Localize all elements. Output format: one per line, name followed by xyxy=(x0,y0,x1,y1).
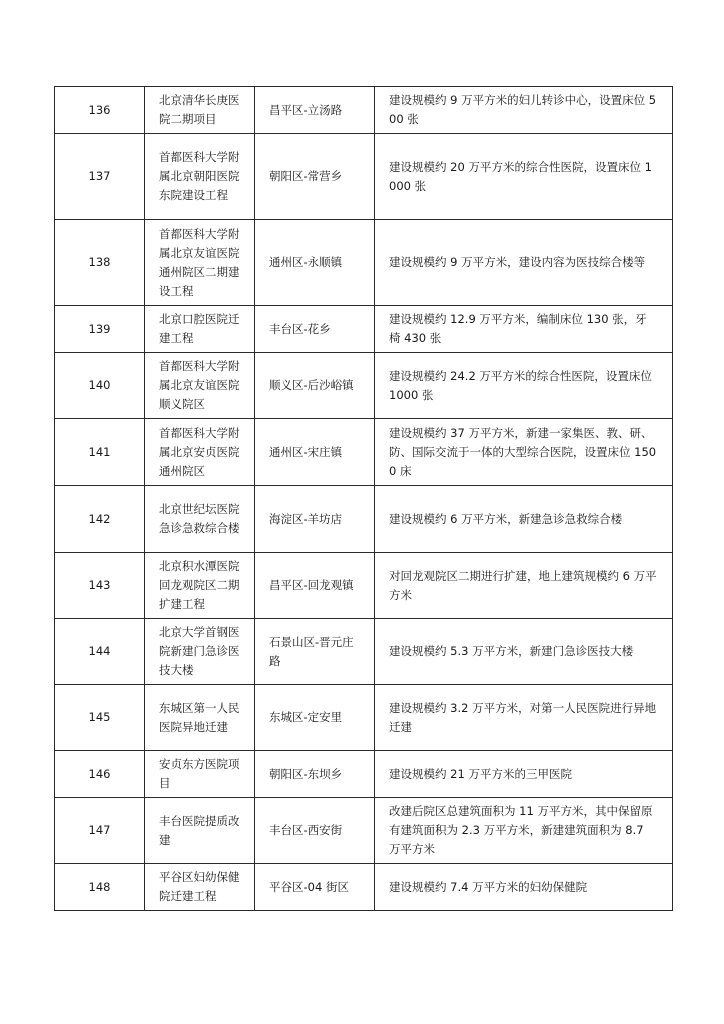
table-body xyxy=(55,87,673,911)
project-name: 北京世纪坛医院急诊急救综合楼 xyxy=(145,486,255,553)
project-description: 建设规模约 6 万平方米，新建急诊急救综合楼 xyxy=(375,486,673,553)
document-page xyxy=(54,86,672,911)
table-row xyxy=(55,306,673,353)
row-number: 137 xyxy=(55,134,145,220)
project-location: 海淀区-羊坊店 xyxy=(255,486,375,553)
row-number: 147 xyxy=(55,798,145,864)
project-description: 建设规模约 12.9 万平方米，编制床位 130 张，牙椅 430 张 xyxy=(375,306,673,353)
row-number: 142 xyxy=(55,486,145,553)
project-location: 通州区-宋庄镇 xyxy=(255,419,375,486)
project-description: 建设规模约 37 万平方米，新建一家集医、教、研、防、国际交流于一体的大型综合医院，设置床位 1500 床 xyxy=(375,419,673,486)
project-name: 北京口腔医院迁建工程 xyxy=(145,306,255,353)
project-name: 东城区第一人民医院异地迁建 xyxy=(145,685,255,751)
project-name: 丰台医院提质改建 xyxy=(145,798,255,864)
project-location: 朝阳区-常营乡 xyxy=(255,134,375,220)
row-number: 146 xyxy=(55,751,145,798)
project-description: 对回龙观院区二期进行扩建，地上建筑规模约 6 万平方米 xyxy=(375,553,673,619)
projects-table xyxy=(54,86,673,911)
project-location: 丰台区-西安街 xyxy=(255,798,375,864)
project-location: 通州区-永顺镇 xyxy=(255,220,375,306)
project-name: 北京积水潭医院回龙观院区二期扩建工程 xyxy=(145,553,255,619)
project-description: 建设规模约 24.2 万平方米的综合性医院，设置床位 1000 张 xyxy=(375,353,673,419)
project-name: 北京大学首钢医院新建门急诊医技大楼 xyxy=(145,619,255,685)
table-row xyxy=(55,751,673,798)
project-location: 昌平区-立汤路 xyxy=(255,87,375,134)
project-name: 安贞东方医院项目 xyxy=(145,751,255,798)
project-location: 石景山区-晋元庄路 xyxy=(255,619,375,685)
row-number: 140 xyxy=(55,353,145,419)
project-location: 昌平区-回龙观镇 xyxy=(255,553,375,619)
table-row xyxy=(55,220,673,306)
project-name: 北京清华长庚医院二期项目 xyxy=(145,87,255,134)
row-number: 144 xyxy=(55,619,145,685)
project-description: 建设规模约 3.2 万平方米，对第一人民医院进行异地迁建 xyxy=(375,685,673,751)
project-name: 首都医科大学附属北京朝阳医院东院建设工程 xyxy=(145,134,255,220)
project-location: 顺义区-后沙峪镇 xyxy=(255,353,375,419)
table-row xyxy=(55,134,673,220)
project-location: 丰台区-花乡 xyxy=(255,306,375,353)
project-description: 建设规模约 9 万平方米，建设内容为医技综合楼等 xyxy=(375,220,673,306)
table-row xyxy=(55,486,673,553)
project-location: 东城区-定安里 xyxy=(255,685,375,751)
table-row xyxy=(55,685,673,751)
table-row xyxy=(55,419,673,486)
project-name: 首都医科大学附属北京安贞医院通州院区 xyxy=(145,419,255,486)
project-description: 改建后院区总建筑面积为 11 万平方米，其中保留原有建筑面积为 2.3 万平方米，新建建筑面积为 8.7 万平方米 xyxy=(375,798,673,864)
project-description: 建设规模约 9 万平方米的妇儿转诊中心，设置床位 500 张 xyxy=(375,87,673,134)
row-number: 141 xyxy=(55,419,145,486)
project-location: 平谷区-04 街区 xyxy=(255,864,375,911)
row-number: 145 xyxy=(55,685,145,751)
table-row xyxy=(55,553,673,619)
project-description: 建设规模约 21 万平方米的三甲医院 xyxy=(375,751,673,798)
row-number: 139 xyxy=(55,306,145,353)
project-name: 平谷区妇幼保健院迁建工程 xyxy=(145,864,255,911)
table-row xyxy=(55,87,673,134)
row-number: 136 xyxy=(55,87,145,134)
table-row xyxy=(55,619,673,685)
project-location: 朝阳区-东坝乡 xyxy=(255,751,375,798)
row-number: 143 xyxy=(55,553,145,619)
table-row xyxy=(55,353,673,419)
project-name: 首都医科大学附属北京友谊医院顺义院区 xyxy=(145,353,255,419)
table-row xyxy=(55,864,673,911)
table-row xyxy=(55,798,673,864)
project-name: 首都医科大学附属北京友谊医院通州院区二期建设工程 xyxy=(145,220,255,306)
project-description: 建设规模约 7.4 万平方米的妇幼保健院 xyxy=(375,864,673,911)
project-description: 建设规模约 20 万平方米的综合性医院，设置床位 1000 张 xyxy=(375,134,673,220)
row-number: 138 xyxy=(55,220,145,306)
project-description: 建设规模约 5.3 万平方米，新建门急诊医技大楼 xyxy=(375,619,673,685)
row-number: 148 xyxy=(55,864,145,911)
